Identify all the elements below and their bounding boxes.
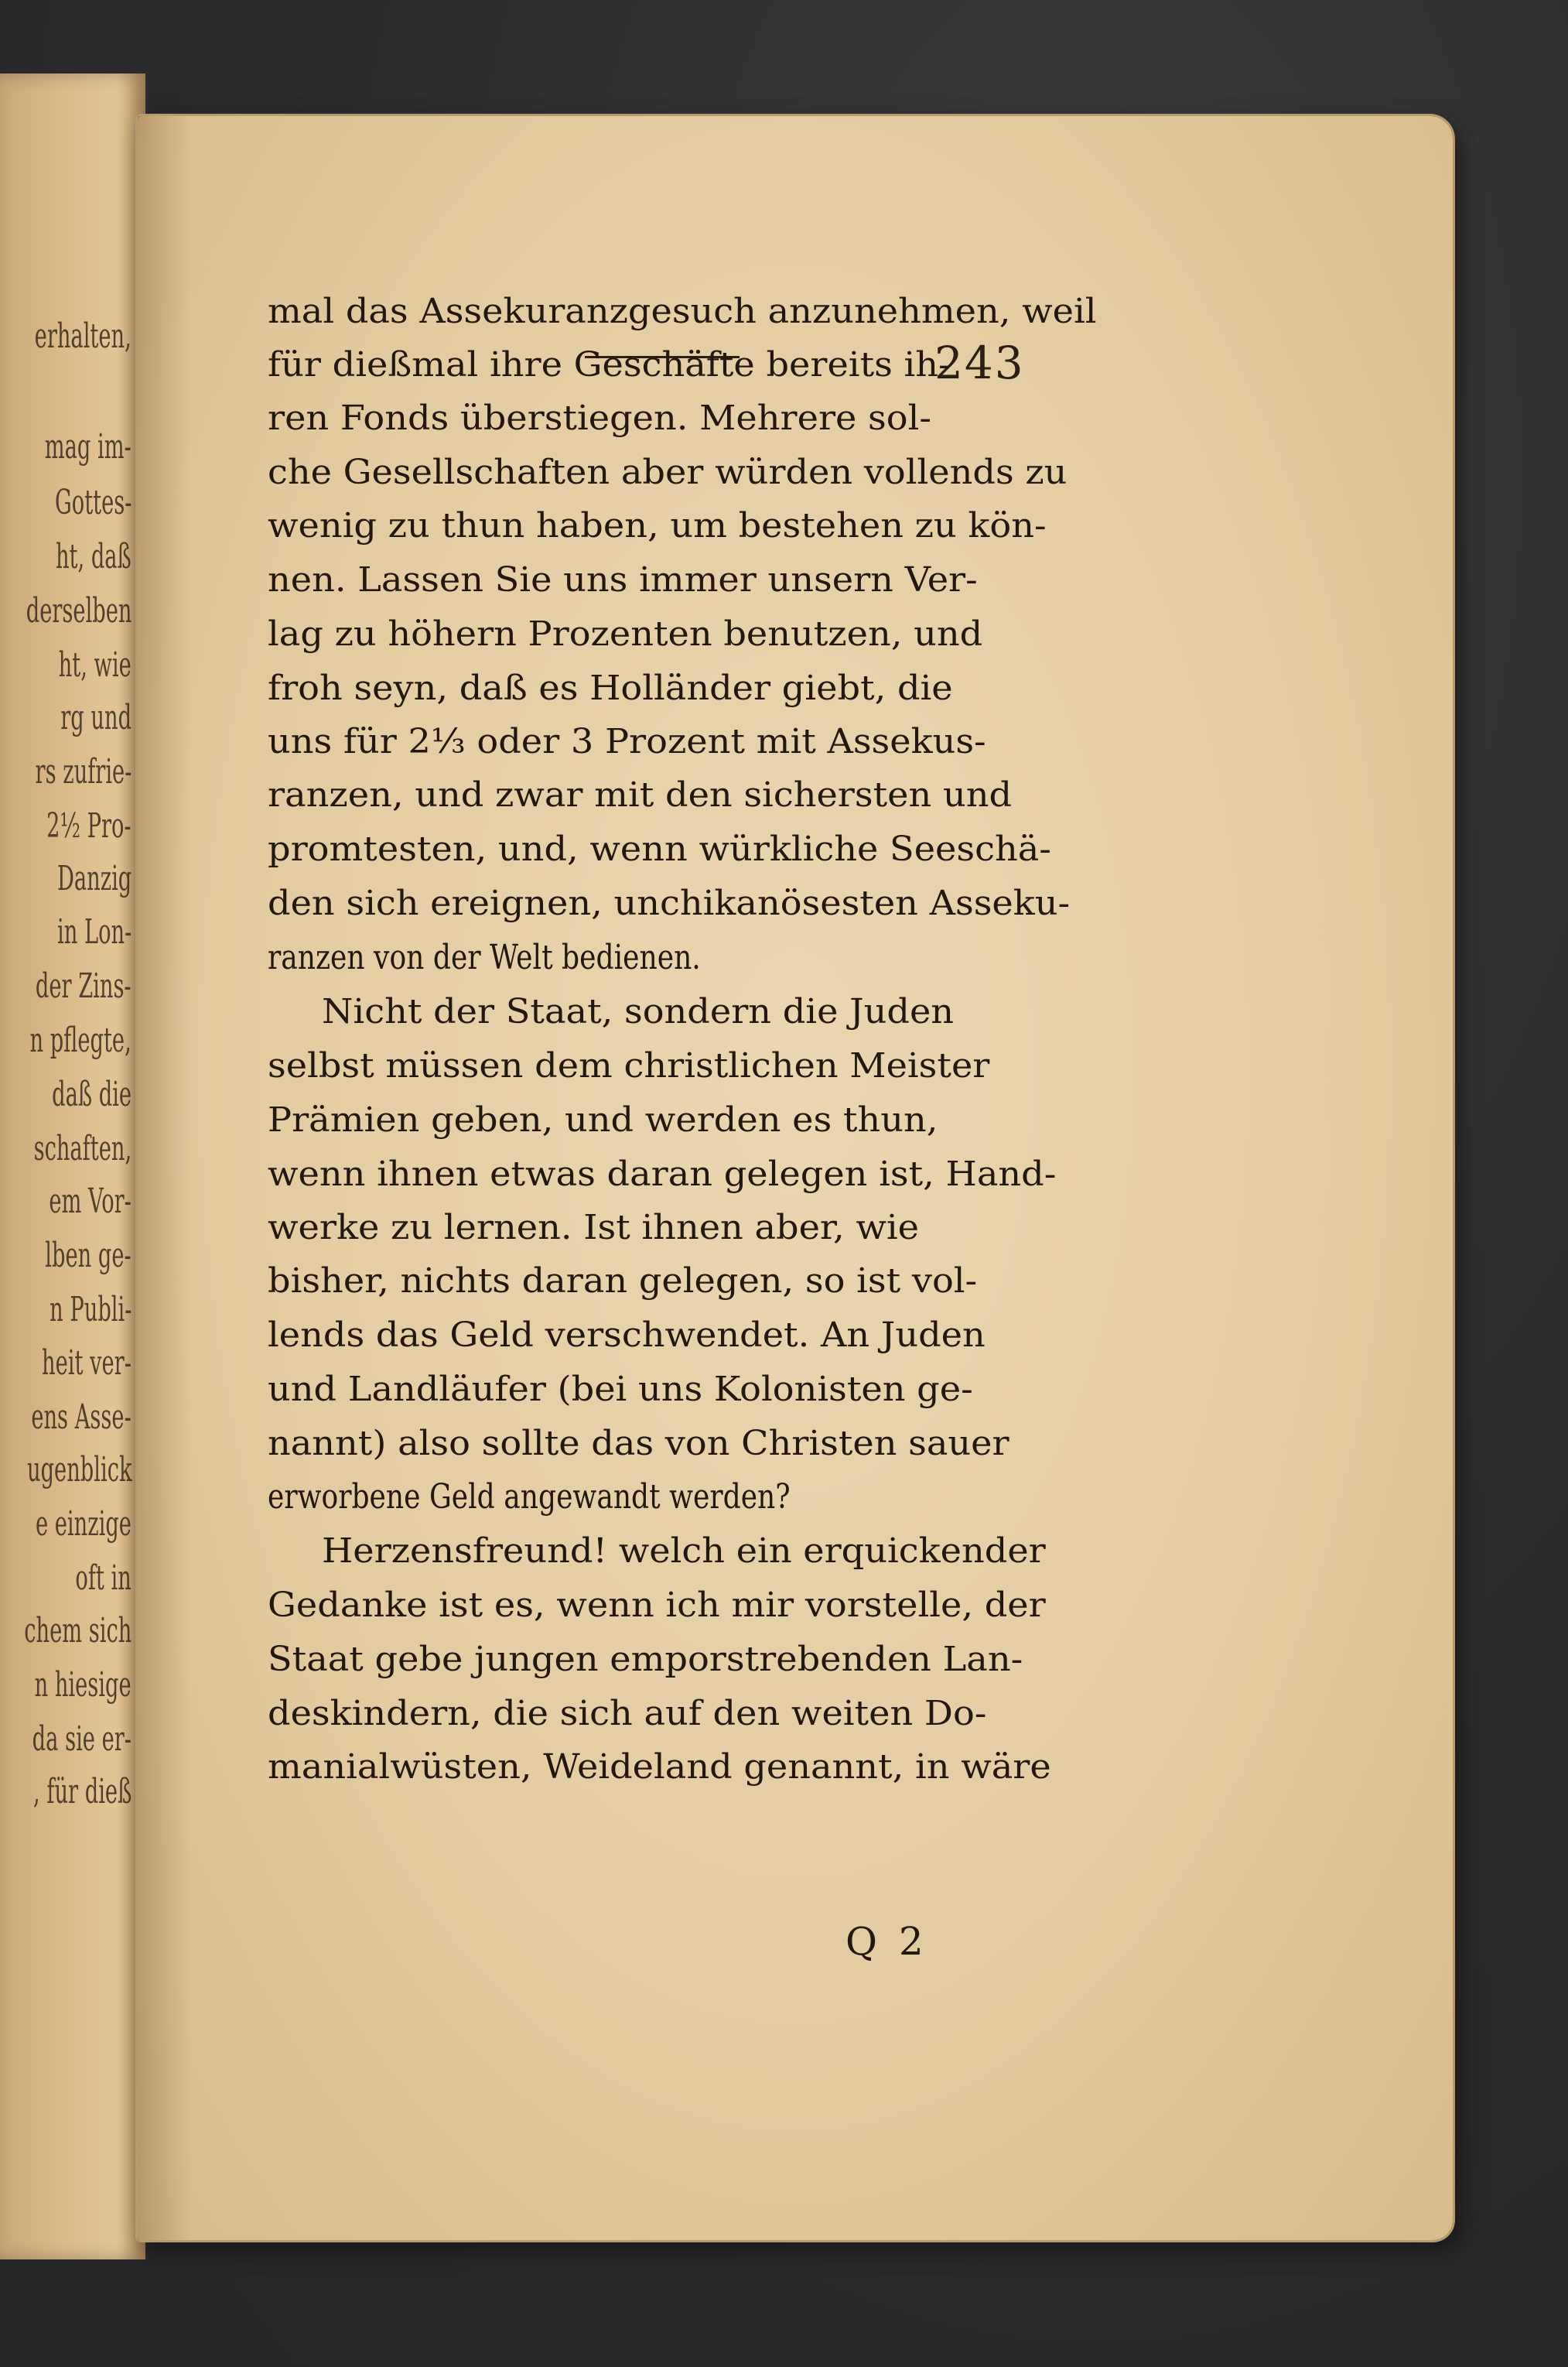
- text-line: für dießmal ihre Geschäfte bereits ih-: [268, 345, 951, 385]
- previous-page-fragment: ens Asse-: [31, 1397, 132, 1437]
- previous-page-fragment: lben ge-: [45, 1236, 132, 1275]
- text-line: deskindern, die sich auf den weiten Do-: [268, 1694, 987, 1733]
- text-line: froh seyn, daß es Holländer giebt, die: [268, 669, 953, 708]
- previous-page-fragment: daß die: [52, 1075, 132, 1114]
- page-number: 243: [934, 337, 1025, 389]
- previous-page-fragment: n Publi-: [49, 1290, 132, 1329]
- previous-page-edge: [0, 74, 145, 2259]
- previous-page-fragment: ugenblick: [26, 1450, 132, 1490]
- text-line: ren Fonds überstiegen. Mehrere sol-: [268, 398, 931, 438]
- text-line: und Landläufer (bei uns Kolonisten ge-: [268, 1370, 973, 1409]
- text-line: ranzen von der Welt bedienen.: [268, 938, 701, 977]
- text-line: Prämien geben, und werden es thun,: [268, 1100, 938, 1140]
- previous-page-fragment: heit ver-: [42, 1343, 132, 1383]
- text-line: selbst müssen dem christlichen Meister: [268, 1046, 990, 1086]
- previous-page-fragment: em Vor-: [49, 1182, 132, 1221]
- previous-page-fragment: n pflegte,: [29, 1021, 132, 1060]
- text-line: den sich ereignen, unchikanösesten Asseku-: [268, 884, 1071, 923]
- text-line: ranzen, und zwar mit den sichersten und: [268, 775, 1013, 815]
- text-line: che Gesellschaften aber würden vollends zu: [268, 453, 1068, 492]
- previous-page-fragment: der Zins-: [36, 966, 132, 1006]
- text-line: erworbene Geld angewandt werden?: [268, 1477, 791, 1517]
- text-line: bisher, nichts daran gelegen, so ist vol-: [268, 1261, 978, 1301]
- previous-page-fragment: mag im-: [44, 427, 132, 467]
- previous-page-fragment: e einzige: [36, 1504, 132, 1544]
- text-line: nannt) also sollte das von Christen sauer: [268, 1424, 1009, 1463]
- text-line: promtesten, und, wenn würkliche Seeschä-: [268, 829, 1051, 869]
- text-line: werke zu lernen. Ist ihnen aber, wie: [268, 1208, 919, 1247]
- previous-page-fragment: ht, daß: [56, 537, 132, 576]
- text-line: lag zu höhern Prozenten benutzen, und: [268, 614, 983, 654]
- previous-page-fragment: n hiesige: [34, 1665, 132, 1705]
- previous-page-fragment: Gottes-: [54, 483, 132, 522]
- previous-page-fragment: da sie er-: [32, 1719, 132, 1759]
- previous-page-fragment: 2½ Pro-: [46, 806, 132, 846]
- text-line: mal das Assekuranzgesuch anzunehmen, weil: [268, 292, 1097, 331]
- previous-page-fragment: derselben: [26, 591, 132, 631]
- previous-page-fragment: ht, wie: [58, 645, 132, 685]
- previous-page-fragment: Danzig: [56, 859, 132, 898]
- text-line: Staat gebe jungen emporstrebenden Lan-: [268, 1640, 1023, 1679]
- text-line: uns für 2⅓ oder 3 Prozent mit Assekus-: [268, 722, 986, 761]
- previous-page-fragment: erhalten,: [34, 316, 132, 356]
- text-line: nen. Lassen Sie uns immer unsern Ver-: [268, 560, 978, 600]
- previous-page-fragment: oft in: [75, 1558, 132, 1598]
- previous-page-fragment: schaften,: [33, 1129, 132, 1168]
- text-line: Gedanke ist es, wenn ich mir vorstelle, der: [268, 1585, 1046, 1625]
- text-line: manialwüsten, Weideland genannt, in wäre: [268, 1747, 1051, 1787]
- previous-page-fragment: rs zufrie-: [35, 752, 132, 792]
- previous-page-fragment: in Lon-: [56, 912, 132, 952]
- text-line: lends das Geld verschwendet. An Juden: [268, 1315, 986, 1355]
- text-line: wenig zu thun haben, um bestehen zu kön-: [268, 506, 1047, 546]
- signature-mark: Q 2: [845, 1919, 928, 1964]
- book-page: [138, 116, 1453, 2240]
- text-line: wenn ihnen etwas daran gelegen ist, Hand-: [268, 1154, 1057, 1194]
- previous-page-fragment: chem sich: [23, 1611, 132, 1650]
- previous-page-fragment: rg und: [60, 698, 132, 737]
- previous-page-fragment: , für dieß: [32, 1772, 132, 1811]
- text-line: Herzensfreund! welch ein erquickender: [322, 1531, 1046, 1571]
- text-line: Nicht der Staat, sondern die Juden: [322, 992, 955, 1031]
